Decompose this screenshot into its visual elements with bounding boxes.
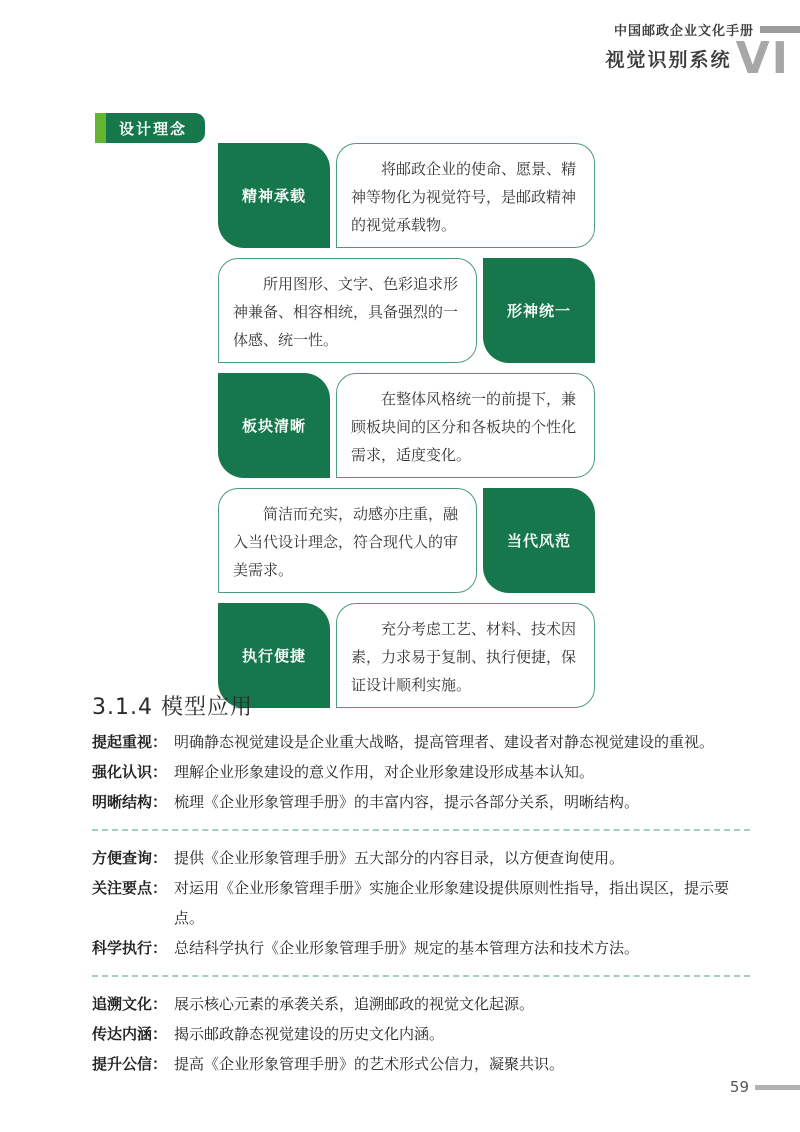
list-item <box>92 787 750 817</box>
concept-label-badge: 当代风范 <box>483 488 595 593</box>
section-tag <box>95 113 205 143</box>
list-item <box>92 873 750 933</box>
item-text: 对运用《企业形象管理手册》实施企业形象建设提供原则性指导，指出误区，提示要点。 <box>174 879 730 927</box>
footer-gray-bar <box>755 1085 800 1090</box>
vi-watermark: VI <box>735 33 790 84</box>
item-label: 方便查询： <box>92 849 168 867</box>
item-text: 展示核心元素的承袭关系，追溯邮政的视觉文化起源。 <box>174 995 535 1013</box>
page-number: 59 <box>729 1078 749 1096</box>
dashed-divider <box>92 829 750 831</box>
concept-row <box>218 373 595 478</box>
item-text: 揭示邮政静态视觉建设的历史文化内涵。 <box>174 1025 445 1043</box>
dashed-divider <box>92 975 750 977</box>
manual-title: 中国邮政企业文化手册 <box>613 24 754 39</box>
item-label: 关注要点： <box>92 879 168 897</box>
concept-description: 简洁而充实，动感亦庄重，融入当代设计理念，符合现代人的审美需求。 <box>218 488 477 593</box>
list-item <box>92 989 750 1019</box>
concept-description: 在整体风格统一的前提下，兼顾板块间的区分和各板块的个性化需求，适度变化。 <box>336 373 595 478</box>
header-gray-bar <box>760 26 800 33</box>
document-header <box>605 20 800 84</box>
item-text: 提供《企业形象管理手册》五大部分的内容目录，以方便查询使用。 <box>174 849 625 867</box>
item-text: 总结科学执行《企业形象管理手册》规定的基本管理方法和技术方法。 <box>174 939 640 957</box>
concept-description: 充分考虑工艺、材料、技术因素，力求易于复制、执行便捷，保证设计顺利实施。 <box>336 603 595 708</box>
concept-row <box>218 488 595 593</box>
list-item <box>92 843 750 873</box>
list-item <box>92 757 750 787</box>
concept-row <box>218 603 595 708</box>
item-text: 提高《企业形象管理手册》的艺术形式公信力，凝聚共识。 <box>174 1055 565 1073</box>
item-text: 梳理《企业形象管理手册》的丰富内容，提示各部分关系，明晰结构。 <box>174 793 640 811</box>
item-text: 理解企业形象建设的意义作用，对企业形象建设形成基本认知。 <box>174 763 595 781</box>
item-label: 明晰结构： <box>92 793 168 811</box>
application-group <box>92 727 750 817</box>
concept-label-badge: 精神承载 <box>218 143 330 248</box>
concept-row <box>218 143 595 248</box>
list-item <box>92 933 750 963</box>
concept-description: 将邮政企业的使命、愿景、精神等物化为视觉符号，是邮政精神的视觉承载物。 <box>336 143 595 248</box>
concept-row <box>218 258 595 363</box>
item-label: 提起重视： <box>92 733 168 751</box>
application-list <box>92 727 750 1079</box>
section-heading: 3.1.4 模型应用 <box>92 695 253 720</box>
item-label: 追溯文化： <box>92 995 168 1013</box>
section-tag-label: 设计理念 <box>106 113 205 143</box>
concept-label-badge: 形神统一 <box>483 258 595 363</box>
item-text: 明确静态视觉建设是企业重大战略，提高管理者、建设者对静态视觉建设的重视。 <box>174 733 715 751</box>
page-footer <box>730 1078 800 1096</box>
list-item <box>92 1019 750 1049</box>
application-group <box>92 989 750 1079</box>
item-label: 传达内涵： <box>92 1025 168 1043</box>
concept-description: 所用图形、文字、色彩追求形神兼备、相容相统，具备强烈的一体感、统一性。 <box>218 258 477 363</box>
design-concepts <box>218 143 595 718</box>
list-item <box>92 727 750 757</box>
item-label: 提升公信： <box>92 1055 168 1073</box>
application-group <box>92 843 750 963</box>
concept-label-badge: 板块清晰 <box>218 373 330 478</box>
concept-label-badge: 执行便捷 <box>218 603 330 708</box>
item-label: 科学执行： <box>92 939 168 957</box>
item-label: 强化认识： <box>92 763 168 781</box>
header-line-system <box>605 33 800 84</box>
list-item <box>92 1049 750 1079</box>
system-title: 视觉识别系统 <box>605 49 732 71</box>
tag-accent-bar <box>95 113 106 143</box>
